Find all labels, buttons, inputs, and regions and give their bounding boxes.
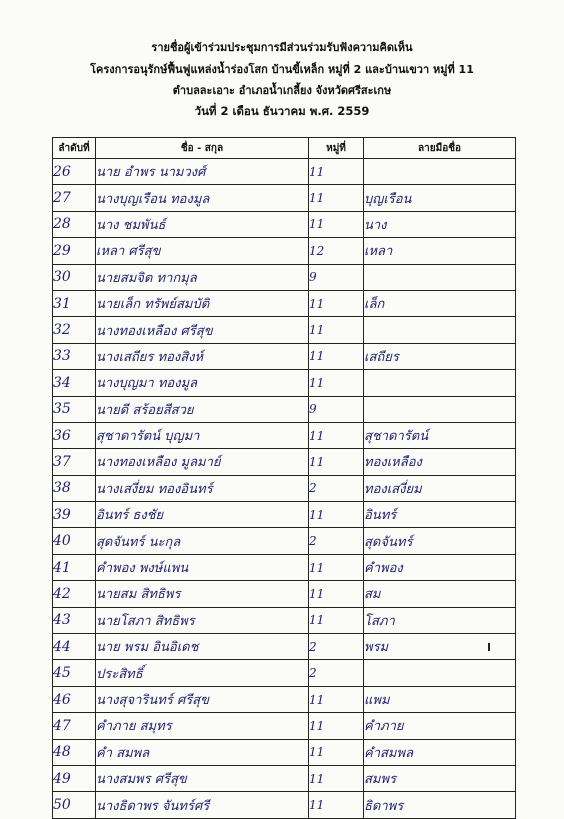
row-number: 29 [53,238,96,264]
row-signature: คำพอง [364,554,516,580]
row-name: นางบุญเรือน ทองมูล [96,185,309,211]
row-number: 33 [53,343,96,369]
document-title [0,38,564,56]
row-village: 2 [309,660,364,686]
row-signature [364,370,516,396]
table-row [53,502,516,528]
row-number: 45 [53,660,96,686]
row-name: นางทองเหลือง มูลมาย์ [96,449,309,475]
row-village: 11 [309,713,364,739]
row-number: 35 [53,396,96,422]
row-village: 11 [309,422,364,448]
row-name: นางบุญมา ทองมูล [96,370,309,396]
row-village: 11 [309,449,364,475]
table-row [53,528,516,554]
row-number: 41 [53,554,96,580]
table-row [53,185,516,211]
column-header-village: หมู่ที่ [309,138,364,159]
row-name: สุดจันทร์ นะกุล [96,528,309,554]
row-number: 38 [53,475,96,501]
row-signature: เล็ก [364,290,516,316]
table-row [53,792,516,818]
row-village: 11 [309,211,364,237]
row-name: นางสมพร ศรีสุข [96,765,309,791]
row-name: นาย อำพร นามวงศ์ [96,159,309,185]
row-signature [364,159,516,185]
row-signature: สุชาดารัตน์ [364,422,516,448]
table-row [53,765,516,791]
table-row [53,475,516,501]
row-signature: โสภา [364,607,516,633]
table-row [53,607,516,633]
row-name: นางเสงี่ยม ทองอินทร์ [96,475,309,501]
row-village: 9 [309,264,364,290]
table-row [53,422,516,448]
table-row [53,739,516,765]
row-number: 44 [53,634,96,660]
date-text: วันที่ 2 เดือน ธันวาคม พ.ศ. 2559 [194,104,370,118]
row-name: นายเล็ก ทรัพย์สมบัติ [96,290,309,316]
date-line [0,103,564,121]
row-village: 11 [309,581,364,607]
table-row [53,290,516,316]
row-village: 11 [309,554,364,580]
row-name: นางเสถียร ทองสิงห์ [96,343,309,369]
row-village: 11 [309,290,364,316]
row-signature: สมพร [364,765,516,791]
row-number: 37 [53,449,96,475]
row-number: 46 [53,686,96,712]
row-name: อินทร์ ธงชัย [96,502,309,528]
table-row [53,370,516,396]
row-number: 26 [53,159,96,185]
table-row [53,449,516,475]
row-name: คำ สมพล [96,739,309,765]
row-number: 34 [53,370,96,396]
row-signature [364,317,516,343]
row-village: 11 [309,607,364,633]
row-signature: แพม [364,686,516,712]
row-number: 27 [53,185,96,211]
row-name: นาย พรม อินอิเดช [96,634,309,660]
row-signature: พรม [364,634,516,660]
row-signature: คำสมพล [364,739,516,765]
row-signature [364,264,516,290]
table-header-row [53,138,516,159]
table-row [53,581,516,607]
row-number: 50 [53,792,96,818]
table-row [53,554,516,580]
row-signature [364,396,516,422]
row-signature [364,660,516,686]
row-village: 12 [309,238,364,264]
table-row [53,317,516,343]
table-row [53,211,516,237]
row-number: 49 [53,765,96,791]
row-signature: สุดจันทร์ [364,528,516,554]
column-header-signature: ลายมือชื่อ [364,138,516,159]
row-village: 11 [309,159,364,185]
row-village: 11 [309,185,364,211]
row-signature: เสถียร [364,343,516,369]
row-village: 11 [309,370,364,396]
row-name: สุชาดารัตน์ บุญมา [96,422,309,448]
table-row [53,159,516,185]
row-number: 39 [53,502,96,528]
row-name: เหลา ศรีสุข [96,238,309,264]
row-village: 11 [309,792,364,818]
column-header-no: ลำดับที่ [53,138,96,159]
row-village: 11 [309,739,364,765]
row-number: 48 [53,739,96,765]
row-name: นายสมจิต ทากมุล [96,264,309,290]
table-row [53,343,516,369]
row-name: นางธิดาพร จันทร์ศรี [96,792,309,818]
row-name: นายดี สร้อยสีสวย [96,396,309,422]
row-number: 42 [53,581,96,607]
row-number: 30 [53,264,96,290]
row-signature: คำภาย [364,713,516,739]
row-village: 11 [309,502,364,528]
row-name: นายสม สิทธิพร [96,581,309,607]
table-body [53,159,516,819]
table-row [53,634,516,660]
row-number: 47 [53,713,96,739]
row-village: 11 [309,317,364,343]
row-village: 2 [309,475,364,501]
table-row [53,686,516,712]
title-line: รายชื่อผู้เข้าร่วมประชุมการมีส่วนร่วมรับฟังความคิดเห็น [151,41,413,54]
row-signature: สม [364,581,516,607]
row-signature: บุญเรือน [364,185,516,211]
column-header-name: ชื่อ - สกุล [96,138,309,159]
row-village: 11 [309,765,364,791]
location-text: ตำบลละเอาะ อำเภอน้ำเกลี้ยง จังหวัดศรีสะเกษ [172,84,392,97]
table-row [53,660,516,686]
row-number: 40 [53,528,96,554]
row-signature: ธิดาพร [364,792,516,818]
row-village: 11 [309,686,364,712]
row-number: 31 [53,290,96,316]
table-row [53,396,516,422]
project-line [0,60,564,78]
row-name: คำพอง พงษ์แพน [96,554,309,580]
row-signature: นาง [364,211,516,237]
row-number: 32 [53,317,96,343]
row-name: คำภาย สมุทร [96,713,309,739]
row-name: นางสุจารินทร์ ศรีสุข [96,686,309,712]
attendance-table [52,137,516,819]
row-signature: เหลา [364,238,516,264]
location-line [0,81,564,99]
row-village: 2 [309,634,364,660]
row-number: 36 [53,422,96,448]
row-village: 2 [309,528,364,554]
row-signature: อินทร์ [364,502,516,528]
row-number: 28 [53,211,96,237]
row-number: 43 [53,607,96,633]
row-village: 11 [309,343,364,369]
row-village: 9 [309,396,364,422]
row-name: นางทองเหลือง ศรีสุข [96,317,309,343]
row-signature: ทองเหลือง [364,449,516,475]
row-name: นาง ชมพันธ์ [96,211,309,237]
table-row [53,238,516,264]
table-row [53,713,516,739]
row-signature: ทองเสงี่ยม [364,475,516,501]
row-name: ประสิทธิ์ [96,660,309,686]
ink-mark [488,643,490,651]
table-row [53,264,516,290]
project-text: โครงการอนุรักษ์ฟื้นฟูแหล่งน้ำร่องโสก บ้านขี้เหล็ก หมู่ที่ 2 และบ้านเขวา หมู่ที่ 11 [90,63,474,76]
row-name: นายโสภา สิทธิพร [96,607,309,633]
